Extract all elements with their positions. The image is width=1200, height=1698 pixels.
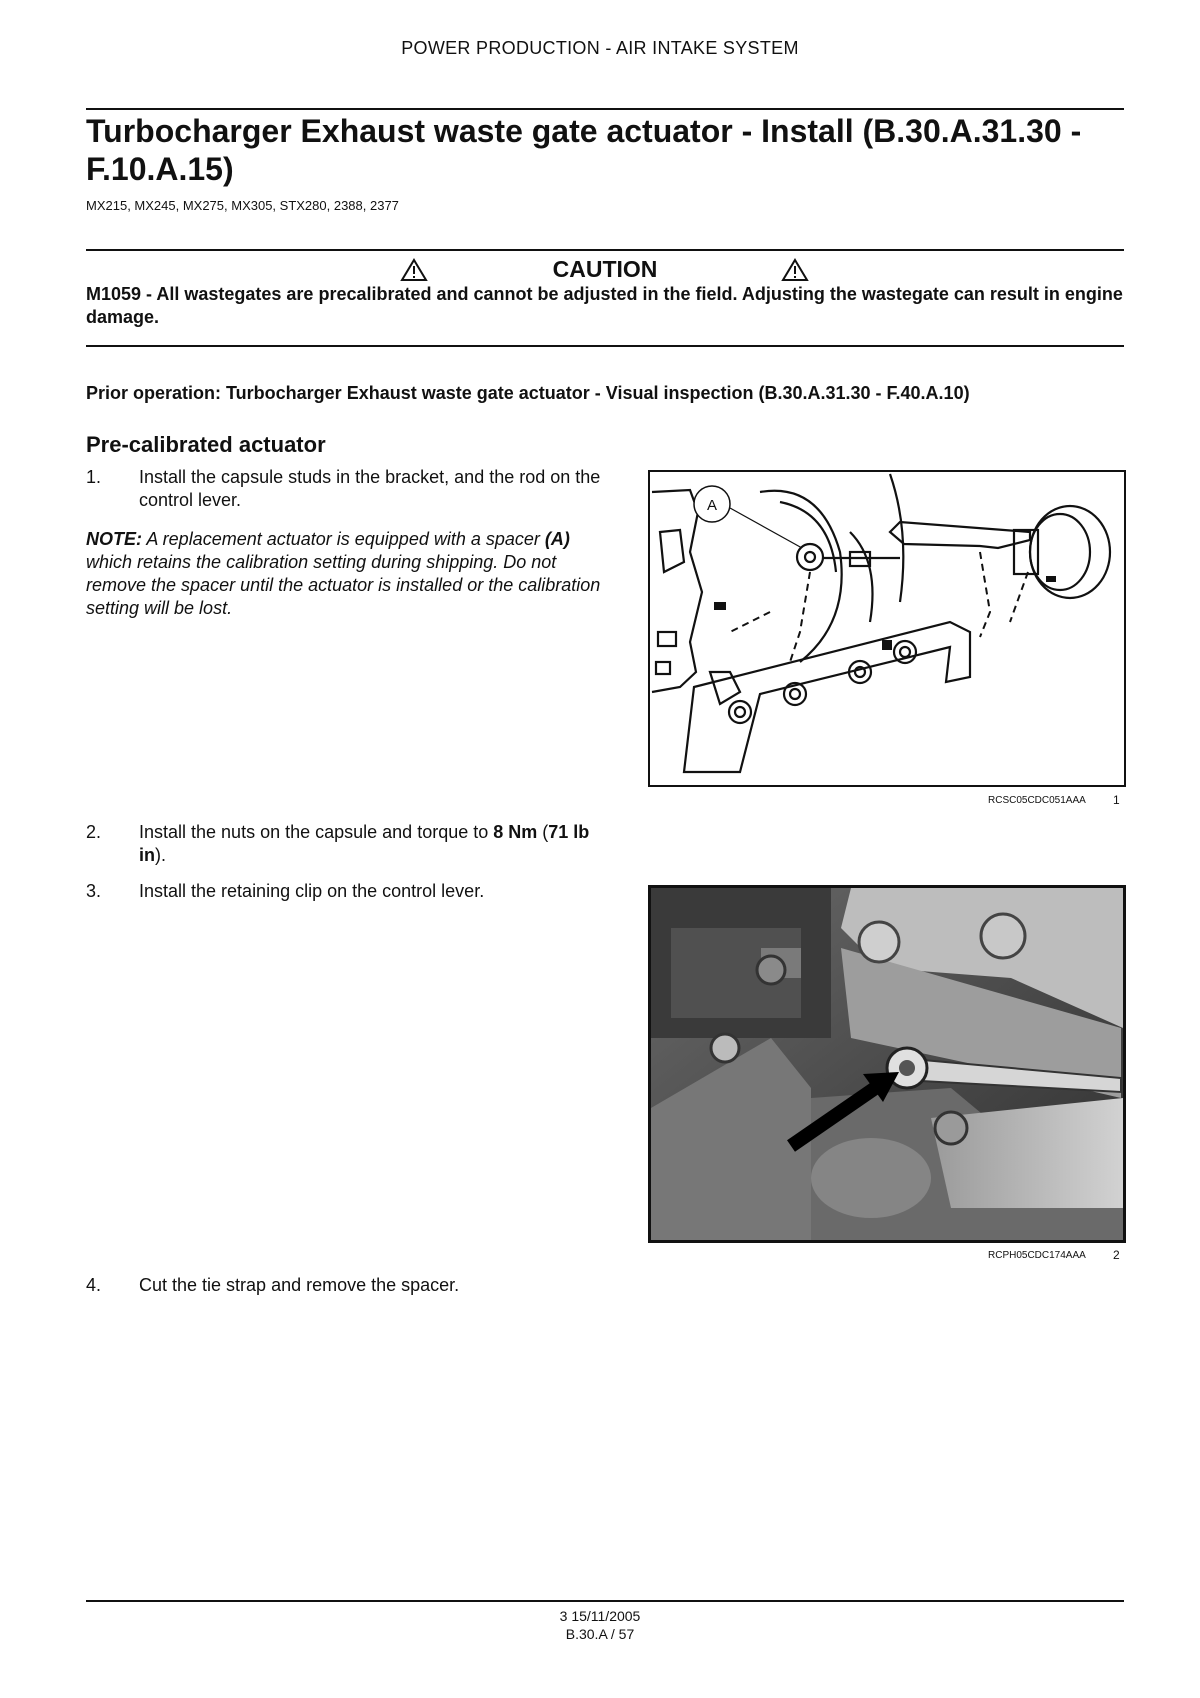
step-number: 2. (86, 822, 102, 842)
figure-1-code: RCSC05CDC051AAA (988, 795, 1086, 806)
caution-bottom-rule (86, 345, 1124, 347)
torque-value-nm: 8 Nm (493, 822, 538, 842)
title-rule (86, 108, 1124, 110)
section-heading: Pre-calibrated actuator (86, 432, 326, 457)
note-label: NOTE: (86, 529, 142, 549)
step-text: Install the nuts on the capsule and torque to 8 Nm (71 lb in). (139, 822, 590, 865)
figure-2-number: 2 (1113, 1248, 1120, 1262)
figure-1-illustration (648, 470, 1126, 787)
caution-top-rule (86, 249, 1124, 251)
retaining-clip-photo (651, 888, 1123, 1240)
page-title: Turbocharger Exhaust waste gate actuator - Install (B.30.A.31.30 - F.10.A.15) (86, 113, 1082, 187)
step-4 (86, 1274, 606, 1297)
note-callout: (A) (544, 529, 570, 549)
step-number: 3. (86, 881, 102, 901)
footer-page-ref: B.30.A / 57 (565, 1626, 635, 1642)
step-2 (86, 821, 606, 867)
caution-text: M1059 - All wastegates are precalibrated and cannot be adjusted in the field. Adjusting the wastegate can result in engine damage. (86, 284, 1123, 327)
caution-heading (86, 256, 1124, 284)
torque-value-lbin: 71 lb in (139, 822, 590, 865)
step-text: Install the capsule studs in the bracket, and the rod on the control lever. (139, 467, 601, 510)
step-number: 1. (86, 467, 102, 487)
step-1 (86, 466, 606, 512)
caution-label: CAUTION (552, 256, 658, 282)
figure-2-photo (648, 885, 1126, 1243)
note-text: NOTE: A replacement actuator is equipped with a spacer (A) which retains the calibration setting during shipping. Do not remove the spacer until the actuator is installed or the calibration setting will be lost. (86, 529, 601, 618)
step-3 (86, 880, 606, 903)
footer-rule (86, 1600, 1124, 1602)
step-number: 4. (86, 1275, 102, 1295)
figure-2-code: RCPH05CDC174AAA (988, 1250, 1086, 1261)
wastegate-actuator-drawing (650, 472, 1124, 785)
model-list: MX215, MX245, MX275, MX305, STX280, 2388, 2377 (86, 198, 399, 213)
prior-operation: Prior operation: Turbocharger Exhaust waste gate actuator - Visual inspection (B.30.A.31.30 - F.40.A.10) (86, 383, 970, 403)
footer-date: 3 15/11/2005 (559, 1608, 641, 1624)
running-header: POWER PRODUCTION - AIR INTAKE SYSTEM (401, 38, 799, 58)
warning-triangle-icon (781, 258, 809, 282)
step-text: Cut the tie strap and remove the spacer. (139, 1275, 460, 1295)
step-text: Install the retaining clip on the control lever. (139, 881, 485, 901)
callout-a-label: A (706, 497, 718, 514)
figure-1-number: 1 (1113, 793, 1120, 807)
